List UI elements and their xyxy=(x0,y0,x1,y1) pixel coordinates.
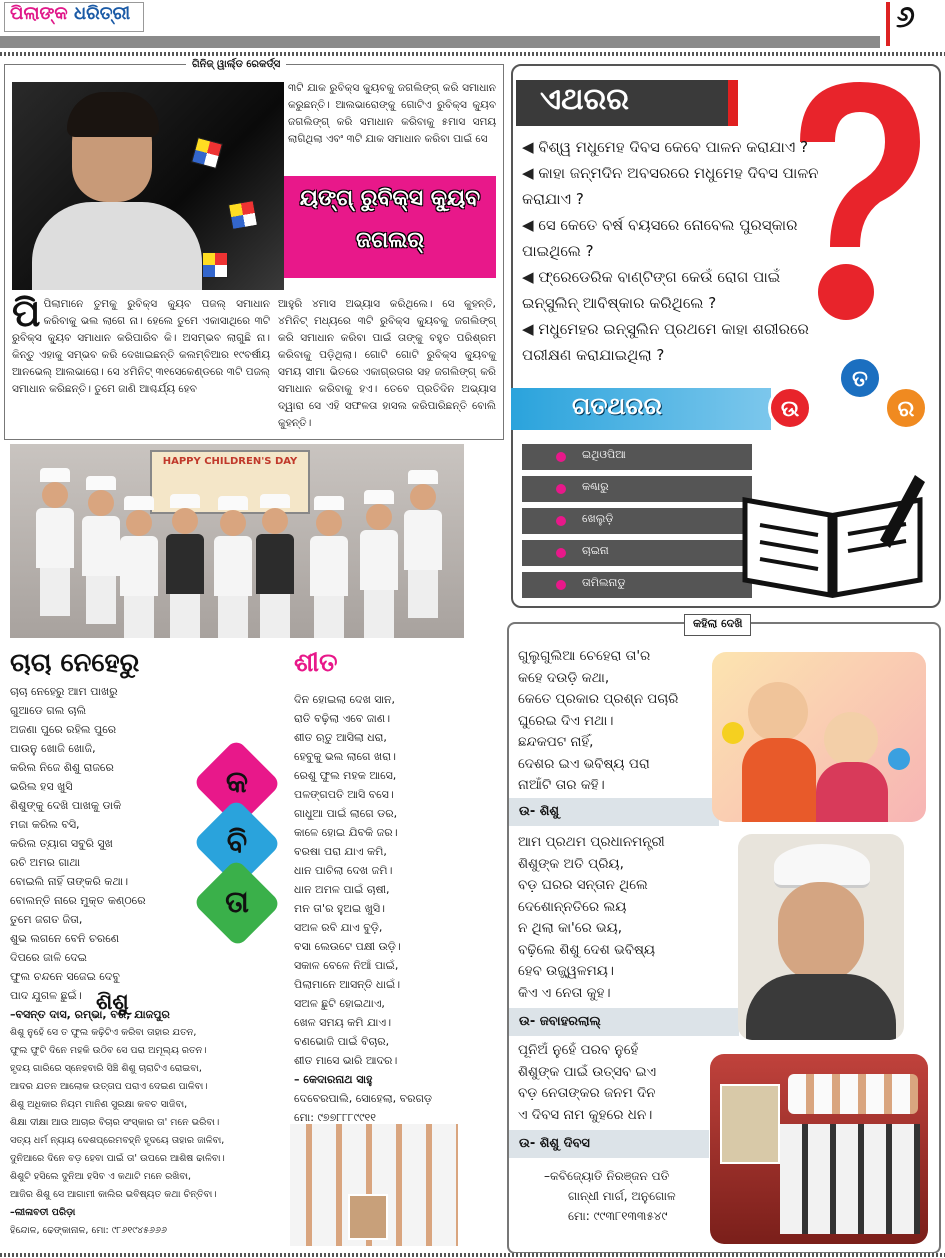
nehru-portrait xyxy=(738,834,904,1040)
previous-answers-heading: ଗତଥରର xyxy=(572,392,662,420)
poem-2-title: ଶୀତ xyxy=(294,648,338,678)
riddle-3-answer: ଉ- ଶିଶୁ ଦିବସ xyxy=(509,1130,709,1158)
article-body-right: ଆହୁରି ୪ମାସ ଅଭ୍ୟାସ କରିଥିଲେ। ସେ କୁହନ୍ତି, ୪ମିନିଟ୍ ମଧ୍ୟରେ ୩ଟି ରୁବିକ୍ସ କ୍ୟୁବକୁ ଜଗଲିଙ୍ଗ୍ କରି ସମାଧାନ କରିବା ପାଇଁ ତାଙ୍କୁ ବହୁତ ପରିଶ୍ରମ କରିବାକୁ ପଡ଼ିଥିଲା। ଗୋଟି ଗୋଟି ରୁବିକ୍ସ କ୍ୟୁବକୁ ସମୟ ସୀମା ଭିତରେ ଏକାଗ୍ରତାର ସହ ଜଗଲିଙ୍ଗ୍ କରି ସମାଧାନ କରିବାକୁ ହଏ। ତେବେ ପ୍ରତିଦିନ ଅଭ୍ୟାସ ଦ୍ୱାରା ସେ ଏହି ସଫଳତା ହାସଲ କରିପାରିଛନ୍ତି ବୋଲି କୁହନ୍ତି। xyxy=(278,298,496,429)
riddle-tag: କହିଲା ଦେଖି xyxy=(684,614,751,636)
question-list xyxy=(522,134,822,368)
banner: HAPPY CHILDREN'S DAY xyxy=(150,450,310,514)
poem-1: ଚାଚା ନେହେରୁ ଆମ ପାଖରୁ ଗୁଆଡେ ଗଲ ଚାଲି ଅଜଣା ପୁରେ ରହିଲ ପୁରେ ପାଉନୁ ଖୋଜି ଖୋଜି, କରିଲ ନିଜେ ଶିଶୁ ରାଜରେ ଭରିଲ ହସ ଖୁସି ଶିଶୁଙ୍କୁ ଦେଖି ପାଖକୁ ଡାକି ମଜା କରିଲ ବସି, କରିଲ ତ୍ୟାଗ ସବୁରି ସୁଖ ରଚି ଅମର ଗାଥା ବୋଇଲି ନାହିଁ ତାଙ୍କରି କଥା। ବୋଲନ୍ତି ନାରେ ମୁକ୍ତ କଣ୍ଠରେ ତୁମେ ଜଗତ ଜିତା, ଶୁଭ ଲଗନେ ବେନି ଚରଣେ ଦିପରେ ଜାଳି ଦେଇ ଫୁଲ ଚନ୍ଦନେ ସଜେଇ ଦେବୁ ପାଦ ଯୁଗଳ ଛୁଇଁ। –ବସନ୍ତ ଦାସ, ରମ୍ଭା, ବରି, ଯାଜପୁର xyxy=(10,685,170,1021)
riddle-1: ଗୁଲୁଗୁଲିଆ ଚେହେରା ତା'ର କହେ ଦଉଡ଼ି କଥା, କେତେ ପ୍ରକାର ପ୍ରଶ୍ନ ପଚାରି ଘୁରେଇ ଦିଏ ମଥା। ଛନ୍ଦକପଟ ନାହିଁ, ଦେଶର ଇଏ ଭବିଷ୍ୟ ପରା ନାଆଁଟି ତାର କହି। xyxy=(518,648,679,793)
header-accent xyxy=(886,2,890,46)
masthead-title: ପିଲାଙ୍କ ଧରିତ୍ରୀ xyxy=(10,3,131,24)
kids-paint-photo xyxy=(712,652,926,822)
answer-circle-2: ତ xyxy=(838,356,882,400)
question-item: ◀ ବିଶ୍ୱ ମଧୁମେହ ଦିବସ କେବେ ପାଳନ କରାଯାଏ ? xyxy=(522,138,809,156)
quiz-heading: ଏଥରର xyxy=(540,82,630,117)
article-right-col: ୩ଟି ଯାକ ରୁବିକ୍ସ କ୍ୟୁବକୁ ଜଗଲିଙ୍ଗ୍ କରି ସମାଧାନ କରୁଛନ୍ତି। ଆଲଭାରୋଙ୍କୁ ଗୋଟିଏ ରୁବିକ୍ସ କ୍ୟୁବ ଜଗଲିଙ୍ଗ୍ କରି ସମାଧାନ କରିବାକୁ ୫ମାସ ସମୟ ଲାଗିଥିଲା ଏବଂ ୩ଟି ଯାକ ସମାଧାନ କରିବା ପାଇଁ ସେ xyxy=(288,82,496,145)
riddle-2: ଆମ ପ୍ରଥମ ପ୍ରଧାନମନ୍ତ୍ରୀ ଶିଶୁଙ୍କ ଅତି ପ୍ରିୟ, ବଡ଼ ଘରର ସନ୍ତାନ ଥିଲେ ଦେଶୋନ୍ନତିରେ ଲୟ ନ ଥିଲା କା'ରେ ଭୟ, ବଢ଼ିଲେ ଶିଶୁ ଦେଶ ଭବିଷ୍ୟ ହେବ ଉଜ୍ଜ୍ୱଳମୟ। କିଏ ଏ ନେତା କୁହ। xyxy=(518,834,665,1001)
riddle-credit: –କବିଜ୍ୟୋତି ନିରଞ୍ଜନ ପତି ଗାନ୍ଧୀ ମାର୍ଗ, ଅନୁଗୋଳ ମୋ: ୯୯୩୮୧୩୩୫୪୯ xyxy=(544,1169,676,1223)
article-title: ୟଙ୍ଗ୍ ରୁବିକ୍ସ କ୍ୟୁବ ଜଗଲର୍ xyxy=(284,176,496,278)
header-bar xyxy=(0,36,880,48)
children-nehru-photo xyxy=(710,1054,928,1244)
question-item: ◀ ସେ କେତେ ବର୍ଷ ବୟସରେ ନୋବେଲ ପୁରସ୍କାର ପାଇଥିଲେ ? xyxy=(522,216,798,260)
kabita-tile-2: ବି xyxy=(192,798,281,887)
answer-row: ତାମିଲନାଡୁ xyxy=(522,572,752,598)
answer-row: ଇଥିଓପିଆ xyxy=(522,444,752,470)
answer-row: ଚାଇନା xyxy=(522,540,752,566)
article-body-left: ପିପିଲାମାନେ ତୁମକୁ ରୁବିକ୍ସ କ୍ୟୁବ ପଜଲ୍ ସମାଧାନ କରିବାକୁ ଭଲ ଲାଗେ ନା। ହେଲେ ତୁମେ ଏକାସାଥିରେ ୩ଟି ରୁବିକ୍ସ କ୍ୟୁବ ସମାଧାନ କରିପାରିବ କି। ଅସମ୍ଭବ ଲାଗୁଛି ନା। କିନ୍ତୁ ଏହାକୁ ସମ୍ଭବ କରି ଦେଖାଇଛନ୍ତି କଲମ୍ବିଆର ୧୯ବର୍ଷୀୟ ଆନଭେଲ୍ ଆଲଭାରୋ। ସେ ୪ମିନିଟ୍ ୩୧ସେକେଣ୍ଡରେ ୩ଟି ପଜଲ୍ ସମାଧାନ କରିଛନ୍ତି। ତୁମେ ଜାଣି ଆଶ୍ଚର୍ଯ୍ୟ ହେବ xyxy=(12,291,270,395)
question-item: ◀ କାହା ଜନ୍ମଦିନ ଅବସରରେ ମଧୁମେହ ଦିବସ ପାଳନ କରାଯାଏ ? xyxy=(522,164,819,208)
poem-2: ଦିନ ହୋଇଲା ଦେଖ ସାନ, ରାତି ବଢ଼ିଲା ଏବେ ଜାଣ। ଶୀତ ଋତୁ ଆସିଲା ଧରା, ହେବୁକୁ ଭଲ ଲାଗେ ଖରା। ରେଶୁ ଫୁଲ ମହକ ଆସେ, ପଳଙ୍ଗପତି ଆସି ବସେ। ଗାଧୁଆ ପାଇଁ ଲାଗେ ଡର, କାଳେ ହୋଇ ଯିବକି ଜର। ବରଷା ପରା ଯାଏ କମି, ଧାନ ପାଚିଲା ଦେଖ ଜମି। ଧାନ ଅମଳ ପାଇଁ ଚାଷୀ, ମନ ତା'ର ହୁଅଇ ଖୁସି। ସଅଳ ରବି ଯାଏ ବୁଡ଼ି, ବସା ଲେଉଟେ ପକ୍ଷୀ ଉଡ଼ି। ସକାଳ ବେଳେ ନିଆଁ ପାଇଁ, ପିଲାମାନେ ଆସନ୍ତି ଧାଇଁ। ସଅଳ ଛୁଟି ହୋଇଥାଏ, ଖେଳ ସମୟ କମି ଯାଏ। ବଣଭୋଜି ପାଇଁ ବିଚାର, ଶୀତ ମାସେ ଭାରି ଆଦର। – କେଦାରନାଥ ସାହୁ ଦେବେରପାଲି, ସୋହେଲା, ବରଗଡ଼ ମୋ: ୯୭୭୮୮୮୯୯୧୧ xyxy=(294,693,433,1124)
answer-row: କଣ୍ଢାରୁ xyxy=(522,476,752,502)
poem-3: ଶିଶୁ ନୁହେଁ ସେ ତ ଫୁଲ କଢ଼ିଟିଏ କରିବା ତାହାର ଯତନ, ଫୁଲ ଫୁଟି ଦିନେ ମହକି ଉଠିବ ସେ ପରା ଅମୂଲ୍ୟ ରତନ। ହୃଦୟ ଗାରିରେ ସ୍ନେହବାରି ସିଞ୍ଚି ଶିଶୁ ଚାରାଟିଏ ରୋଇବା, ଆଦର ଯତନ ଆଲୋକ ଉତ୍ତାପ ପରାଏ ଦେଇଣ ପାଳିବା। ଶିଶୁ ଅଧିକାର ନିୟମ ମାନିଣ ସୁରକ୍ଷା କବଚ ସାଜିବା, ଶିକ୍ଷା ଦୀକ୍ଷା ଆଉ ଆଚାର ବିଚାର ସଂସ୍କାର ତା' ମନେ ଭରିବା। ସତ୍ୟ ଧର୍ମ ନ୍ୟାୟ ଦେଶପ୍ରେମବହ୍ନି ହୃଦୟେ ତାହାର ଜାଳିବା, ଦୁନିଆରେ ଦିନେ ବଡ଼ ହେବା ପାଇଁ ତା' ଉପରେ ଆଶିଷ ଢାଳିବା। ଶିଶୁଟି ହସିଲେ ଦୁନିଆ ହସିବ ଏ କଥାଟି ମନେ ରଖିବା, ଆଜିର ଶିଶୁ ସେ ଆଗାମୀ କାଲିର ଭବିଷ୍ୟତ କଥା ଚିନ୍ତିବା। –ଲୀଳାବତୀ ପରିଡ଼ା ହିନ୍ଦୋଳ, ଢେଙ୍କାନାଳ, ମୋ: ୯୮୬୧୯୪୫୬୬୬ xyxy=(10,1027,225,1236)
answer-circle-3: ର xyxy=(884,386,928,430)
juggler-photo xyxy=(12,82,284,290)
riddle-2-answer: ଉ- ଜବାହରଲାଲ୍ xyxy=(509,1008,739,1036)
divider xyxy=(0,1253,945,1257)
book-pen-icon xyxy=(740,470,925,600)
page-number: ୬ xyxy=(896,0,915,35)
dropcap: ପି xyxy=(12,291,41,335)
riddle-3: ପୂନିଅଁ ନୁହେଁ ପରବ ନୁହେଁ ଶିଶୁଙ୍କ ପାଇଁ ଉତ୍ସବ ଇଏ ବଡ଼ ନେତାଙ୍କର ଜନମ ଦିନ ଏ ଦିବସ ନାମ କୁହରେ ଧନ। xyxy=(518,1042,657,1123)
riddle-1-answer: ଉ- ଶିଶୁ xyxy=(509,798,719,826)
answer-circle-1: ଉ xyxy=(768,386,812,430)
poem-3-title: ଶିଶୁ xyxy=(96,990,129,1015)
quiz-accent xyxy=(728,80,738,126)
question-item: ◀ ଫ୍ରେଡେରିକ ବାଣ୍ଟିଙ୍ଗ କେଉଁ ରୋଗ ପାଇଁ ଇନ୍ସୁଲିନ୍ ଆବିଷ୍କାର କରିଥିଲେ ? xyxy=(522,268,781,312)
childrens-day-photo xyxy=(10,444,464,638)
kabita-tile-3: ତା xyxy=(192,858,281,947)
children-group-photo xyxy=(290,1124,458,1246)
poem-1-title: ଚାଚା ନେହେରୁ xyxy=(10,648,140,678)
kabita-tile-1: କ xyxy=(192,738,281,827)
answer-row: ଖେଲୁଡ଼ି xyxy=(522,508,752,534)
question-item: ◀ ମଧୁମେହର ଇନ୍ସୁଲିନ ପ୍ରଥମେ କାହା ଶରୀରରେ ପରୀକ୍ଷଣ କରାଯାଇଥିଲା ? xyxy=(522,320,809,364)
article-kicker: ଗିନିଜ୍ ୱାର୍ଲ୍ଡ ରେକର୍ଡ୍ସ xyxy=(186,59,286,73)
divider xyxy=(0,52,945,56)
